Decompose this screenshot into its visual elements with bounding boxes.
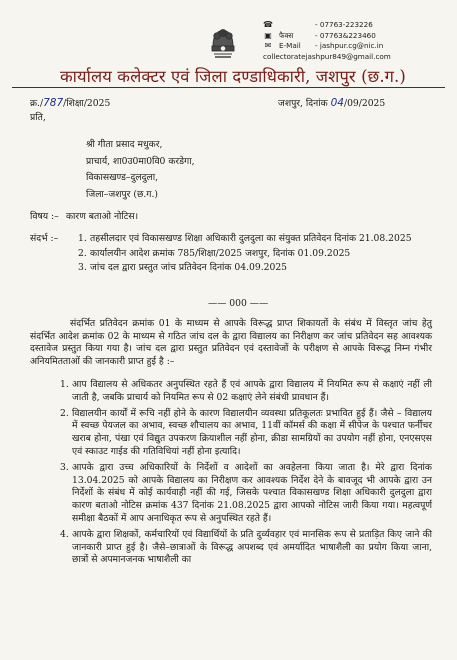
item-text: तहसीलदार एवं विकासखण्ड शिक्षा अधिकारी दुलदुला का संयुक्त प्रतिवेदन दिनांक 21.08.2025 <box>90 233 412 244</box>
contact-label <box>279 20 309 31</box>
item-number: 1. <box>60 379 69 390</box>
address-line: श्री गीता प्रसाद मधुकर, <box>86 139 163 150</box>
item-text: विद्यालयीन कार्यों में रूचि नहीं होने के कारण विद्यालयीन व्यवस्था प्रतिकूलतः प्रभावित हुई हैं। जैसे – विद्यालय में स्वच्छ पेयजल का अभाव, स्वच्छ शौचालय का अभाव, 11वीं कॉमर्स की कक्षा में सीपेज के पश्चात फर्नीचर खराब होना, पंखा एवं विद्युत उपकरण क्रियाशील नहीं होना, क्रीडा सामग्रियों का उपयोग नहीं होना, एनएसएस एवं स्काउट गाईड की गतिविधियां नहीं होना इत्यादि। <box>72 407 432 457</box>
letter-date <box>278 96 385 109</box>
address-line: विकासखण्ड–दुलदुला, <box>86 172 159 183</box>
contact-label: फैक्स <box>279 30 294 40</box>
ref-number: 787 <box>43 97 64 109</box>
item-number: 2. <box>60 407 69 419</box>
contact-label: E-Mail <box>279 41 301 51</box>
item-text: आपके द्वारा उच्च अधिकारियों के निर्देशों व आदेशों का अवहेलना किया जाता है। मेरे द्वारा दिनांक 13.04.2025 को आपके विद्यालय का निरीक्षण कर आवश्यक निर्देश देने के बावजूद भी आपके द्वारा उन निर्देशों के संबंध में कोई कार्यवाही नहीं की गई, जिसके पश्चात विकासखण्ड शिक्षा अधिकारी दुलदुला द्वारा कारण बताओ नोटिस क्रमांक 437 दिनांक 21.08.2025 द्वारा आपको नोटिस जारी किया गया। महत्वपूर्ण समीक्षा बैठकों में आप अनाधिकृत रूप से अनुपस्थित रहते हैं। <box>72 461 432 524</box>
phone-icon: ☎ <box>263 20 273 29</box>
item-number: 3. <box>78 262 87 274</box>
subject-text: कारण बताओ नोटिस। <box>66 211 139 222</box>
address-line: प्राचार्य, शा0उ0मा0वि0 करडेगा, <box>86 155 195 167</box>
item-number: 2. <box>78 247 87 259</box>
fax-icon: ▣ <box>264 30 272 40</box>
reference-item <box>78 262 448 275</box>
list-item <box>60 379 432 405</box>
contact-value: - 07763-223226 <box>315 20 373 29</box>
ref-prefix: क्र./ <box>30 98 44 109</box>
list-item <box>60 529 432 567</box>
state-emblem <box>206 24 240 68</box>
contact-block <box>263 20 391 62</box>
list-item <box>60 408 432 459</box>
intro-paragraph: संदर्भित प्रतिवेदन क्रमांक 01 के माध्यम से आपके विरूद्ध प्राप्त शिकायतों के संबंध में विस्तृत जांच हेतु संदर्भित आदेश क्रमांक 02 के माध्यम से गठित जांच दल के द्वारा विद्यालय का निरीक्षण कर जांच प्रतिवेदन सह आवश्यक दस्तावेज प्रस्तुत किया गया है। जांच दल द्वारा प्रस्तुत प्रतिवेदन एवं दस्तावेजों के परीक्षण से आपके विरूद्ध निम्न गंभीर अनियमितताओं की जानकारी प्राप्त हुई है :– <box>30 318 432 368</box>
contact-email <box>263 41 391 52</box>
contact-phone <box>263 20 391 31</box>
contact-fax <box>263 31 391 42</box>
item-number: 4. <box>60 528 69 540</box>
item-text: कार्यालयीन आदेश क्रमांक 785/शिक्षा/2025 जशपुर, दिनांक 01.09.2025 <box>90 247 351 259</box>
date-day: 04 <box>330 97 344 109</box>
contact-value: - 07763&223460 <box>315 30 376 40</box>
to-label: प्रति, <box>30 112 46 123</box>
contact-value: - jashpur.cg@nic.in <box>315 41 384 51</box>
subject-line <box>30 209 138 222</box>
address-line: जिला–जशपुर (छ.ग.) <box>86 188 158 200</box>
item-text: आपके द्वारा शिक्षकों, कर्मचारियों एवं विद्यार्थियों के प्रति दुर्व्यवहार एवं मानसिक रूप से प्रताड़ित किए जाने की जानकारी प्राप्त हुई है। जैसे–छात्राओं के विरूद्ध अपशब्द एवं अमर्यादित भाषाशैली का प्रयोग किया जाना, छात्रों से अपमानजनक भाषाशैली का <box>72 528 432 566</box>
reference-item <box>78 233 448 246</box>
ref-suffix: /शिक्षा/2025 <box>63 98 111 109</box>
office-title: कार्यालय कलेक्टर एवं जिला दण्डाधिकारी, जशपुर (छ.ग.) <box>60 67 406 86</box>
reference-number <box>30 96 110 109</box>
references-label: संदर्भ :– <box>30 233 59 244</box>
item-number: 1. <box>78 233 87 244</box>
date-suffix: /09/2025 <box>343 98 386 109</box>
subject-label: विषय :– <box>30 211 59 222</box>
reference-item <box>78 248 448 261</box>
section-divider: —— 000 —— <box>208 298 269 309</box>
list-item <box>60 462 432 526</box>
allegation-list <box>60 379 432 570</box>
contact-value: collectoratejashpur849@gmail.com <box>263 51 391 61</box>
contact-email-alt <box>263 52 391 63</box>
item-text: जांच दल द्वारा प्रस्तुत जांच प्रतिवेदन दिनांक 04.09.2025 <box>90 262 288 274</box>
header-divider <box>12 87 445 88</box>
email-icon: ✉ <box>264 41 272 51</box>
date-prefix: जशपुर, दिनांक <box>278 98 328 109</box>
recipient-address <box>86 137 195 203</box>
item-text: आप विद्यालय से अधिकतर अनुपस्थित रहते हैं एवं आपके द्वारा विद्यालय में नियमित रूप से कक्षाएं नहीं ली जाती है, जबकि प्राचार्य को नियमित रूप से 02 कक्षाएं लेने संबंधी प्रावधान हैं। <box>72 379 432 403</box>
item-number: 3. <box>60 461 69 473</box>
